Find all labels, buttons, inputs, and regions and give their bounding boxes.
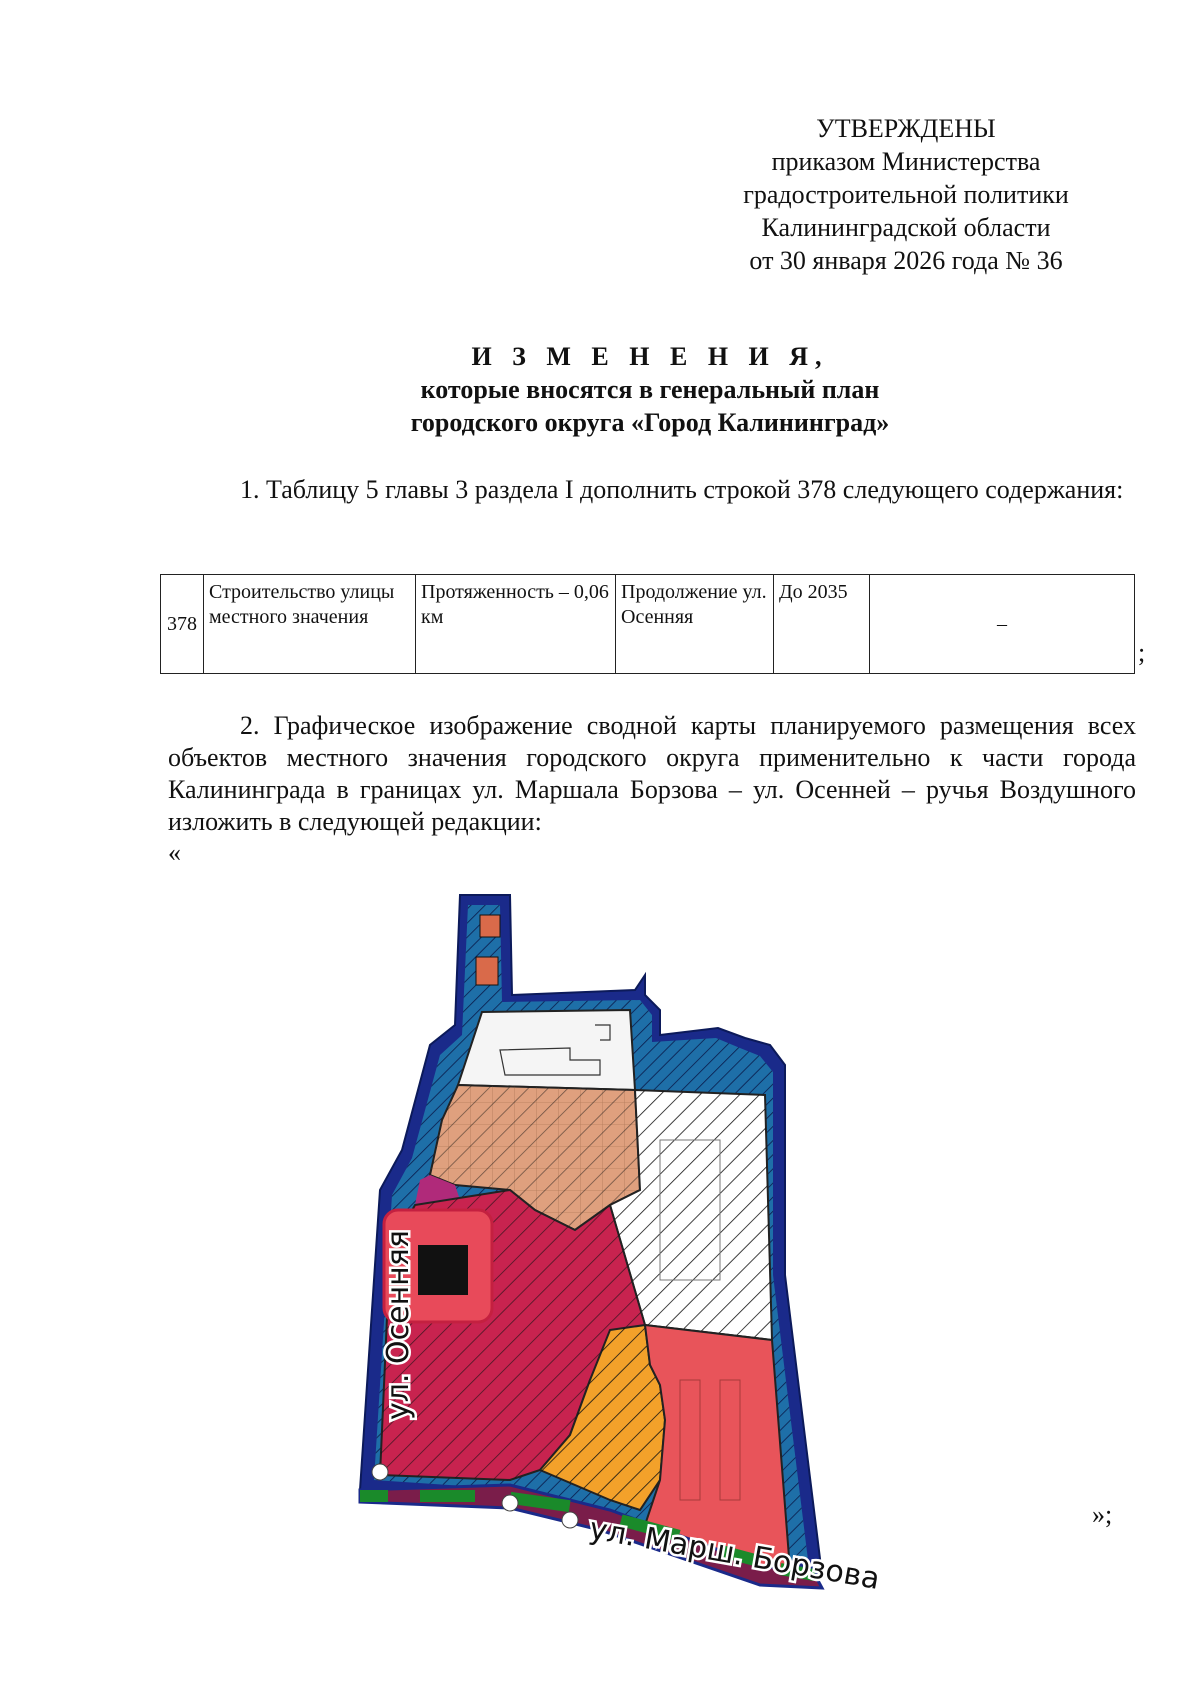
approval-line: Калининградской области — [761, 213, 1051, 242]
cell-name: Строительство улицы местного значения — [204, 575, 416, 674]
paragraph-1-text: 1. Таблицу 5 главы 3 раздела I дополнить строкой 378 следующего содержания: — [240, 475, 1124, 504]
map-green-segment — [360, 1490, 388, 1502]
cell-length: Протяженность – 0,06 км — [416, 575, 616, 674]
map-node — [372, 1464, 388, 1480]
map-label-borzova: ул. Марш. Борзова — [586, 1511, 883, 1597]
map-small-block — [480, 915, 500, 937]
approval-date: от 30 января 2026 года № 36 — [749, 246, 1063, 275]
paragraph-1 — [168, 474, 1136, 506]
cell-term: До 2035 — [774, 575, 870, 674]
planning-map — [360, 860, 980, 1597]
quote-close: »; — [1092, 1500, 1113, 1529]
approval-stamp — [700, 112, 1112, 277]
paragraph-2-text: 2. Графическое изображение сводной карты планируемого размещения всех объектов местного значения городского округа применительно к части города Калининграда в границах ул. Маршала Борзова – ул. Осенней – ручья Воздушного изложить в следующей редакции: — [168, 711, 1136, 836]
table-row-378 — [160, 574, 1135, 674]
approval-heading: УТВЕРЖДЕНЫ — [816, 114, 996, 143]
map-green-segment — [420, 1490, 475, 1502]
document-title — [200, 340, 1100, 439]
quote-open: « — [168, 838, 181, 867]
map-school-core — [418, 1245, 468, 1295]
map-white-block — [458, 1010, 635, 1090]
paragraph-2 — [168, 710, 1136, 838]
cell-location: Продолжение ул. Осенняя — [616, 575, 774, 674]
approval-line: градостроительной политики — [743, 180, 1069, 209]
title-subline: городского округа «Город Калининград» — [410, 408, 890, 437]
cell-number: 378 — [161, 575, 204, 674]
approval-line: приказом Министерства — [771, 147, 1041, 176]
map-label-osennyaya: ул. Осенняя — [381, 1230, 416, 1420]
table-end-semicolon: ; — [1138, 638, 1146, 667]
map-node — [562, 1512, 578, 1528]
table-row — [161, 575, 1135, 674]
title-heading: И З М Е Н Е Н И Я, — [471, 342, 829, 371]
map-node — [502, 1495, 518, 1511]
title-subline: которые вносятся в генеральный план — [420, 375, 880, 404]
cell-note: – — [870, 575, 1135, 674]
map-small-block — [476, 957, 498, 985]
